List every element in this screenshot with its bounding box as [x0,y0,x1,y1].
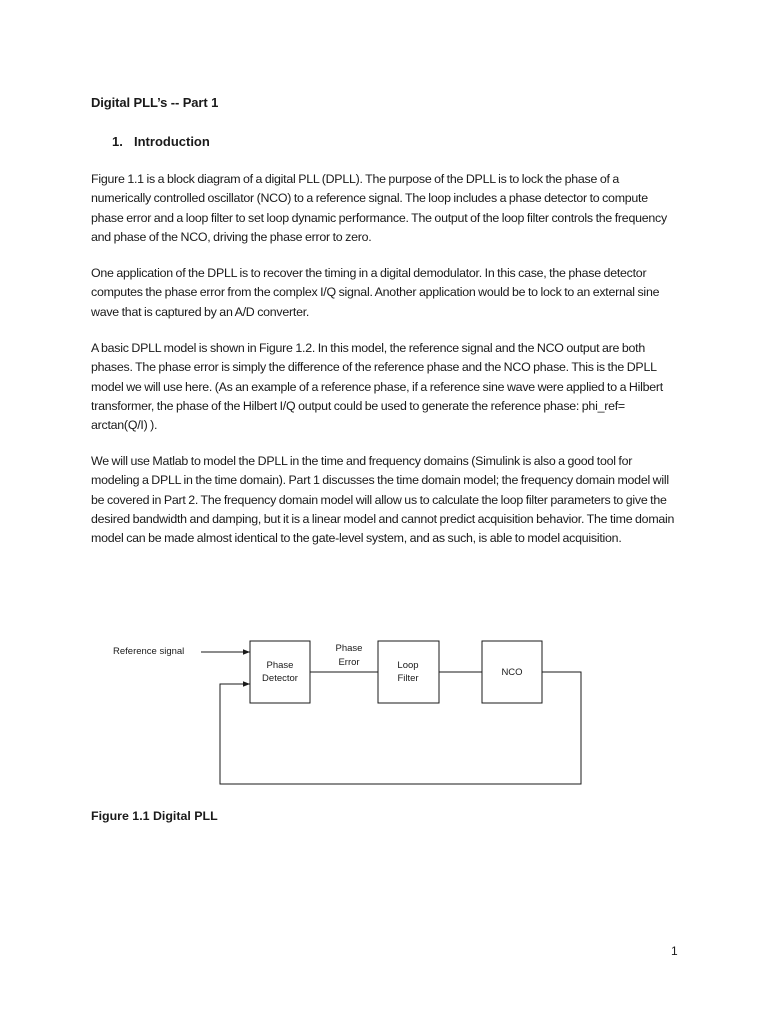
feedback-path [220,672,581,784]
phase-detector-label-line2: Detector [262,673,298,684]
loop-filter-block [378,641,439,703]
figure-caption: Figure 1.1 Digital PLL [91,809,218,823]
section-heading-text: Introduction [134,134,210,149]
section-number: 1. [112,134,123,149]
paragraph-4: We will use Matlab to model the DPLL in the time and frequency domains (Simulink is also a good tool for modeling a DPLL in the time domain). Part 1 discusses the time domain model; the frequency domain model will be covered in Part 2. The frequency domain model will allow us to calculate the loop filter parameters to give the desired bandwidth and damping, but it is a linear model and cannot predict acquisition behavior. The time domain model can be made almost identical to the gate-level system, and as such, is able to model acquisition. [91,454,675,546]
loop-filter-label-line1: Loop [397,660,419,671]
paragraph-1: Figure 1.1 is a block diagram of a digital PLL (DPLL). The purpose of the DPLL is to lock the phase of a numerically controlled oscillator (NCO) to a reference signal. The loop includes a phase detector to compute phase error and a loop filter to set loop dynamic performance. The output of the loop filter controls the frequency and phase of the NCO, driving the phase error to zero. [91,172,667,244]
paragraph-3: A basic DPLL model is shown in Figure 1.2. In this model, the reference signal and the NCO output are both phases. The phase error is simply the difference of the reference phase and the NCO phase. This is the DPLL model we will use here. (As an example of a reference phase, if a reference sine wave were applied to a Hilbert transformer, the phase of the Hilbert I/Q output could be used to generate the reference phase: phi_ref= arctan(Q/I) ). [91,341,663,433]
dpll-block-diagram [100,630,600,800]
document-title: Digital PLL’s -- Part 1 [91,95,219,110]
section-heading [112,134,210,149]
loop-filter-label-line2: Filter [397,673,419,684]
reference-signal-label: Reference signal [113,646,185,657]
phase-detector-block [250,641,310,703]
paragraph-2: One application of the DPLL is to recover the timing in a digital demodulator. In this case, the phase detector computes the phase error from the complex I/Q signal. Another application would be to lock to an external sine wave that is captured by an A/D converter. [91,266,660,319]
phase-error-label-line1: Phase [335,643,363,654]
phase-error-label-line2: Error [338,657,360,668]
page-number: 1 [671,944,678,958]
phase-detector-label-line1: Phase [266,660,294,671]
nco-label: NCO [501,667,523,678]
